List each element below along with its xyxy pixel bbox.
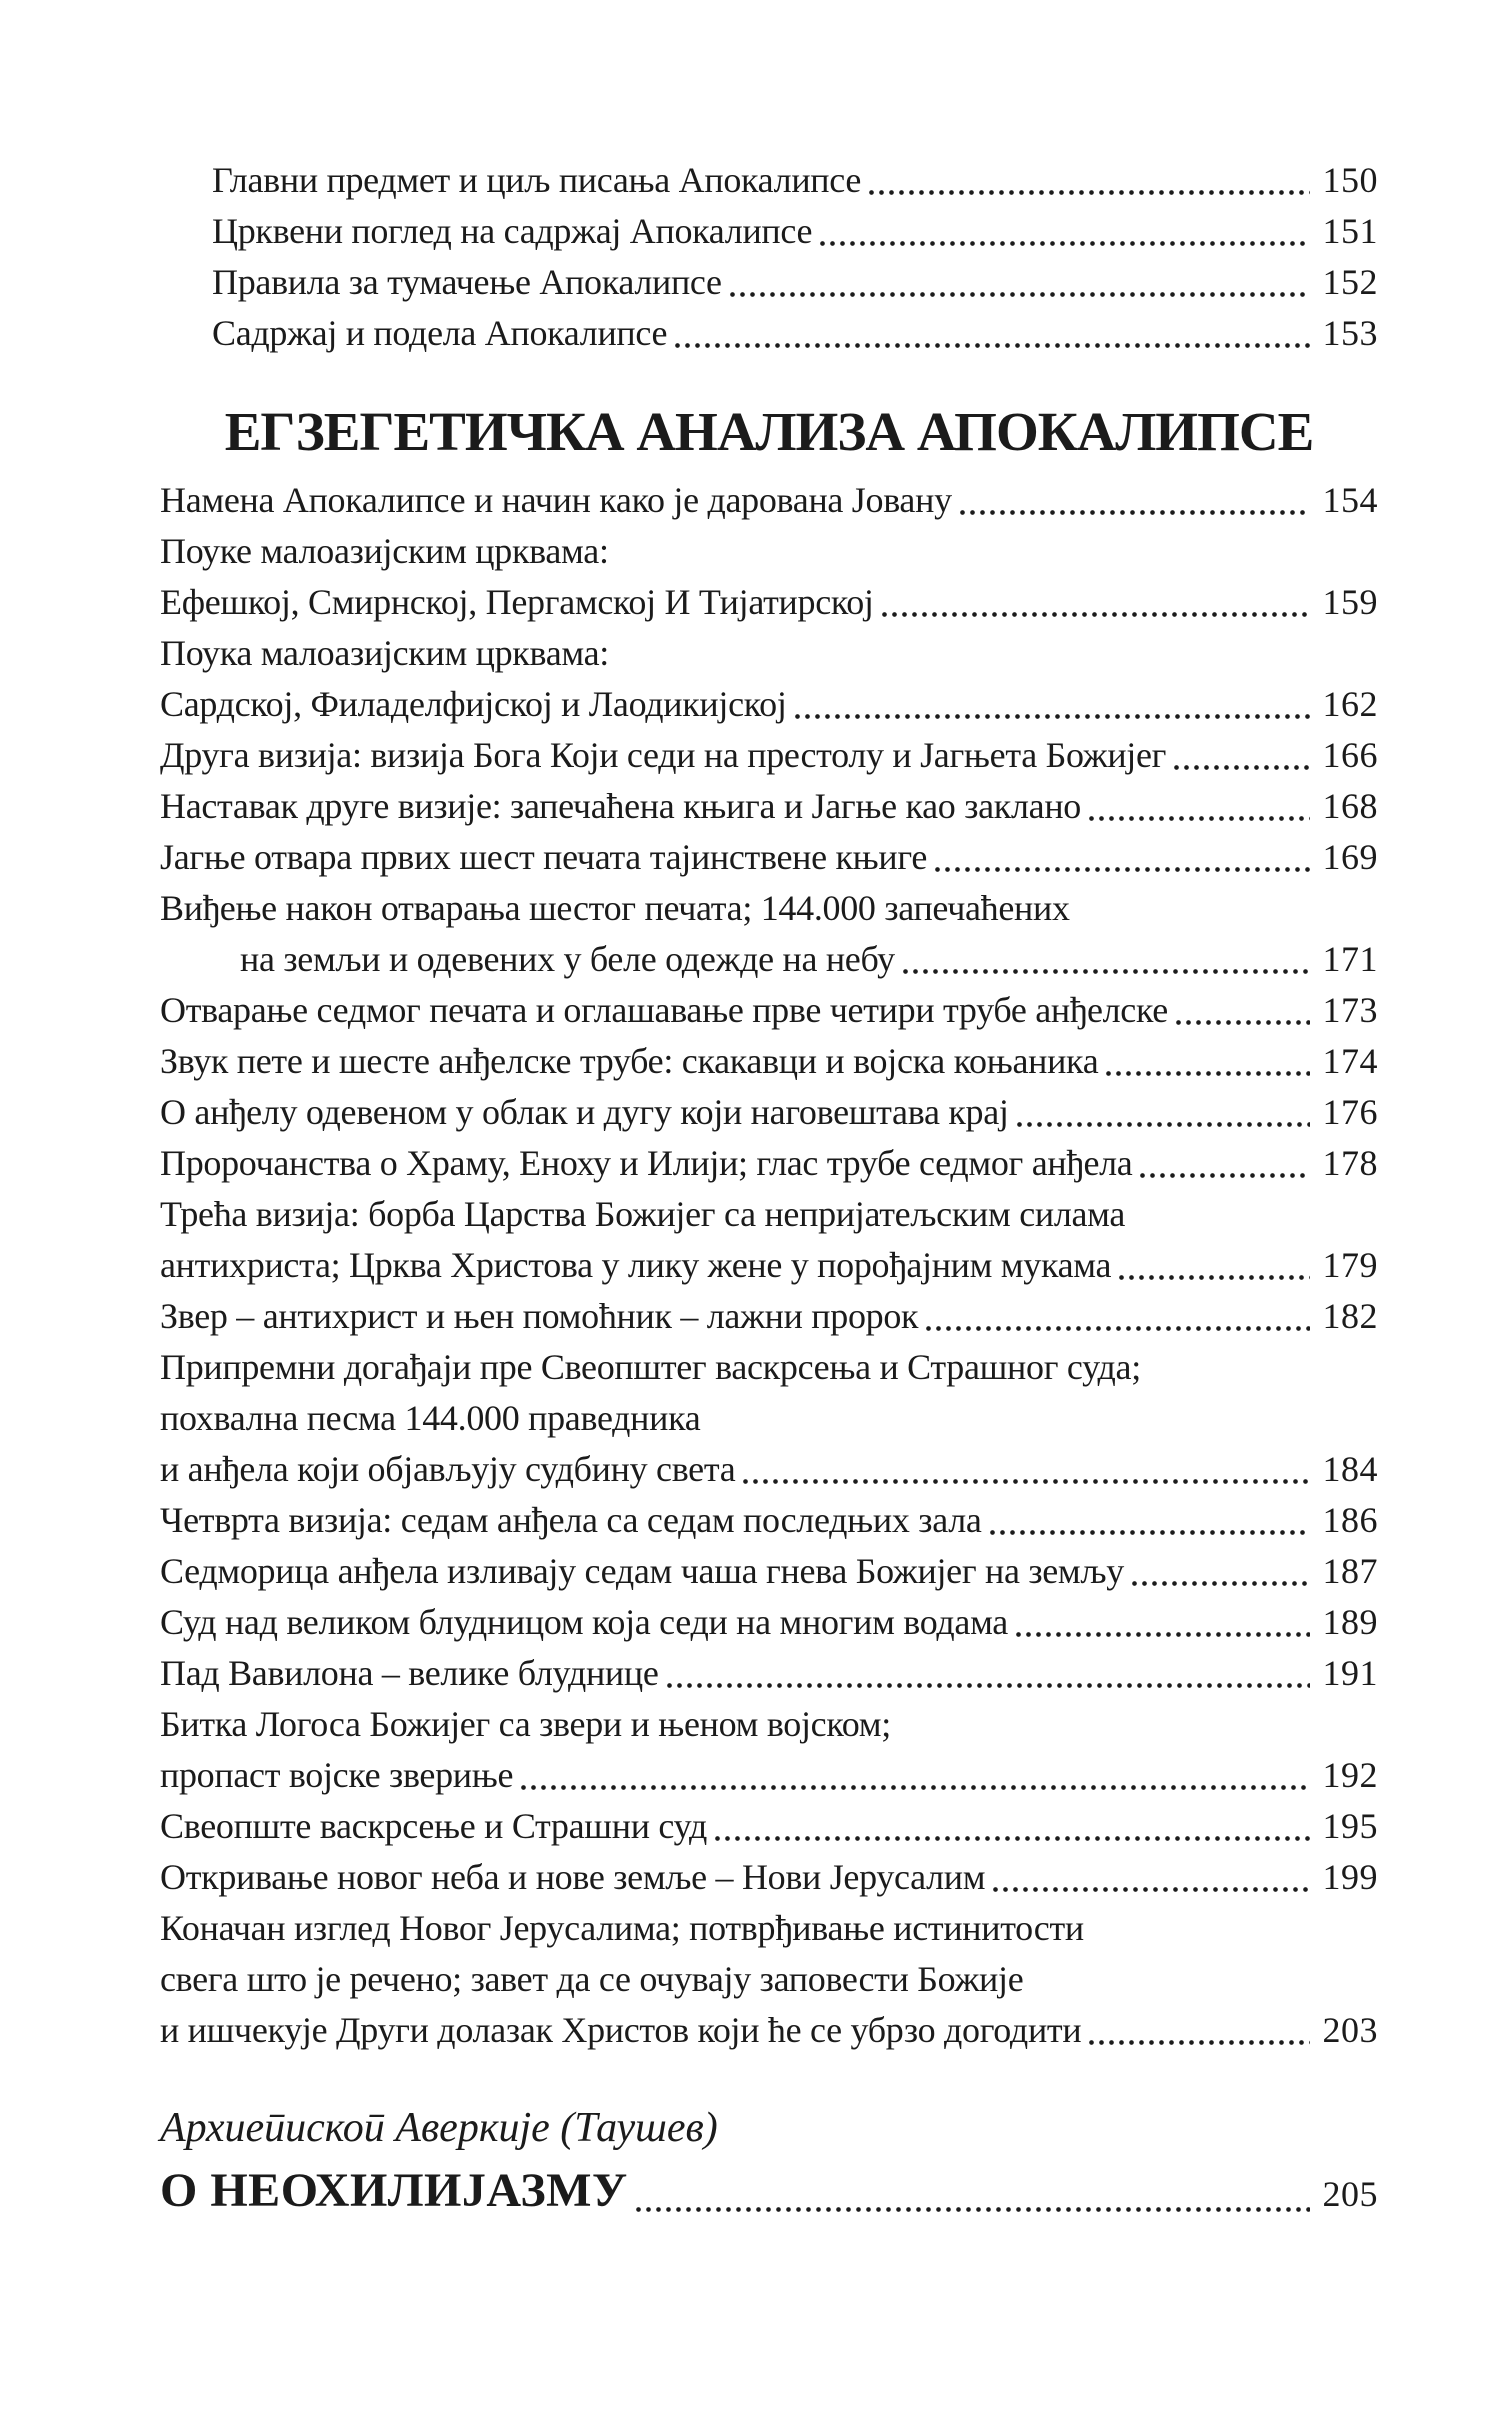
dot-leader — [1089, 816, 1310, 821]
toc-entry-page: 184 — [1322, 1449, 1378, 1489]
toc-entry — [160, 985, 1378, 1036]
toc-entry-page: 176 — [1322, 1092, 1378, 1132]
toc-page — [160, 155, 1378, 2225]
toc-entry — [160, 2160, 1378, 2225]
toc-entry — [212, 308, 1378, 359]
toc-entry-title: Ефешкој, Смирнској, Пергамској И Тијатирској — [160, 582, 874, 622]
toc-entry-title: Коначан изглед Новог Јерусалима; потврђивање истинитости — [160, 1908, 1084, 1948]
toc-entry-page: 152 — [1322, 262, 1378, 302]
toc-entry-page: 150 — [1322, 160, 1378, 200]
toc-entry — [160, 1699, 1378, 1750]
toc-entry — [160, 577, 1378, 628]
toc-entry-title: пропаст војске звериње — [160, 1755, 514, 1795]
dot-leader — [993, 1887, 1310, 1892]
toc-entry — [160, 1393, 1378, 1444]
toc-entry-title: Намена Апокалипсе и начин како је дарована Јовану — [160, 480, 952, 520]
toc-entry — [160, 679, 1378, 730]
dot-leader — [1132, 1581, 1310, 1586]
toc-entry — [160, 1138, 1378, 1189]
dot-leader — [990, 1530, 1310, 1535]
toc-entry — [160, 1189, 1378, 1240]
author-line: Архиепископ Аверкије (Таушев) — [160, 2105, 718, 2151]
toc-entry — [160, 1240, 1378, 1291]
toc-entry-title: Суд над великом блудницом која седи на многим водама — [160, 1602, 1008, 1642]
toc-entry-page: 173 — [1322, 990, 1378, 1030]
dot-leader — [715, 1836, 1310, 1841]
toc-entry — [160, 1801, 1378, 1852]
toc-entry-title: Отварање седмог печата и оглашавање прве четири трубе анђелске — [160, 990, 1168, 1030]
dot-leader — [1016, 1632, 1310, 1637]
dot-leader — [795, 714, 1310, 719]
toc-entry-title: О анђелу одевеном у облак и дугу који наговештава крај — [160, 1092, 1009, 1132]
dot-leader — [743, 1479, 1310, 1484]
dot-leader — [667, 1683, 1310, 1688]
dot-leader — [1017, 1122, 1310, 1127]
toc-entry — [160, 1342, 1378, 1393]
toc-entry-page: 195 — [1322, 1806, 1378, 1846]
toc-entry — [160, 1546, 1378, 1597]
dot-leader — [1140, 1173, 1310, 1178]
toc-entry — [160, 2005, 1378, 2056]
dot-leader — [820, 241, 1310, 246]
toc-entry-title: Пророчанства о Храму, Еноху и Илији; глас трубе седмог анђела — [160, 1143, 1133, 1183]
toc-entry — [160, 1444, 1378, 1495]
toc-entry — [160, 526, 1378, 577]
dot-leader — [730, 292, 1310, 297]
toc-entry-page: 189 — [1322, 1602, 1378, 1642]
toc-entry-page: 159 — [1322, 582, 1378, 622]
toc-entry-page: 168 — [1322, 786, 1378, 826]
toc-entry-title: Сардској, Филаделфијској и Лаодикијској — [160, 684, 787, 724]
toc-entry — [160, 1597, 1378, 1648]
toc-entry — [160, 1495, 1378, 1546]
dot-leader — [960, 510, 1310, 515]
toc-entry-title: Виђење након отварања шестог печата; 144.000 запечаћених — [160, 888, 1070, 928]
toc-entry-title: Црквени поглед на садржај Апокалипсе — [212, 211, 813, 251]
toc-entry-title: Поука малоазијским црквама: — [160, 633, 610, 673]
toc-entry — [240, 934, 1378, 985]
dot-leader — [926, 1326, 1310, 1331]
toc-entry-title: Звер – антихрист и њен помоћник – лажни пророк — [160, 1296, 919, 1336]
toc-entry-title: Друга визија: визија Бога Који седи на престолу и Јагњета Божијег — [160, 735, 1167, 775]
toc-entry — [160, 1903, 1378, 1954]
toc-entry-page: 205 — [1322, 2174, 1378, 2214]
dot-leader — [1176, 1020, 1310, 1025]
toc-entry-page: 174 — [1322, 1041, 1378, 1081]
toc-entry-title: Правила за тумачење Апокалипсе — [212, 262, 722, 302]
toc-entry-page: 178 — [1322, 1143, 1378, 1183]
toc-entry-page: 171 — [1322, 939, 1378, 979]
toc-entry — [160, 1750, 1378, 1801]
toc-entry-title: Звук пете и шесте анђелске трубе: скакавци и војска коњаника — [160, 1041, 1099, 1081]
toc-entry-title: на земљи и одевених у беле одежде на небу — [240, 939, 895, 979]
toc-entry — [160, 1291, 1378, 1342]
toc-entry-title: Свеопште васкрсење и Страшни суд — [160, 1806, 708, 1846]
toc-entry-title: Трећа визија: борба Царства Божијег са непријатељским силама — [160, 1194, 1126, 1234]
toc-entry-title: Садржај и подела Апокалипсе — [212, 313, 668, 353]
toc-entry-title: Пад Вавилона – велике блуднице — [160, 1653, 659, 1693]
toc-entry-title: свега што је речено; завет да се очувају заповести Божије — [160, 1959, 1024, 1999]
dot-leader — [636, 2207, 1310, 2212]
dot-leader — [1106, 1071, 1310, 1076]
toc-entry-title: Седморица анђела изливају седам чаша гнева Божијег на земљу — [160, 1551, 1124, 1591]
toc-entry — [160, 628, 1378, 679]
toc-entry — [160, 1852, 1378, 1903]
toc-entry — [160, 1087, 1378, 1138]
dot-leader — [521, 1785, 1310, 1790]
section-heading: ЕГЗЕГЕТИЧКА АНАЛИЗА АПОКАЛИПСЕ — [224, 401, 1314, 462]
toc-entry — [160, 832, 1378, 883]
toc-entry-title: и ишчекује Други долазак Христов који ће се убрзо догодити — [160, 2010, 1082, 2050]
dot-leader — [903, 969, 1310, 974]
toc-entry-page: 199 — [1322, 1857, 1378, 1897]
toc-entry-title: антихриста; Црква Христова у лику жене у порођајним мукама — [160, 1245, 1112, 1285]
toc-entry — [160, 475, 1378, 526]
toc-entry-title: Поуке малоазијским црквама: — [160, 531, 609, 571]
toc-entry-title: Четврта визија: седам анђела са седам последњих зала — [160, 1500, 982, 1540]
dot-leader — [1089, 2040, 1310, 2045]
toc-entry-page: 162 — [1322, 684, 1378, 724]
toc-entry-title: Откривање новог неба и нове земље – Нови Јерусалим — [160, 1857, 986, 1897]
toc-entry-page: 166 — [1322, 735, 1378, 775]
toc-entry-page: 192 — [1322, 1755, 1378, 1795]
toc-entry-page: 153 — [1322, 313, 1378, 353]
toc-entry-title: Наставак друге визије: запечаћена књига и Јагње као заклано — [160, 786, 1082, 826]
toc-entry-page: 179 — [1322, 1245, 1378, 1285]
dot-leader — [1174, 765, 1310, 770]
toc-main-block — [160, 475, 1378, 2056]
toc-entry-title: О НЕОХИЛИЈАЗМУ — [160, 2164, 628, 2217]
toc-entry — [160, 1036, 1378, 1087]
toc-entry-page: 191 — [1322, 1653, 1378, 1693]
toc-entry-page: 203 — [1322, 2010, 1378, 2050]
toc-entry-page: 169 — [1322, 837, 1378, 877]
toc-entry-title: Припремни догађаји пре Свеопштег васкрсења и Страшног суда; — [160, 1347, 1141, 1387]
toc-entry — [160, 730, 1378, 781]
dot-leader — [935, 867, 1310, 872]
toc-entry-title: Јагње отвара првих шест печата тајинствене књиге — [160, 837, 928, 877]
toc-entry — [160, 883, 1378, 934]
toc-entry — [160, 1648, 1378, 1699]
toc-entry-page: 182 — [1322, 1296, 1378, 1336]
toc-entry — [160, 781, 1378, 832]
toc-entry-title: Битка Логоса Божијег са звери и њеном војском; — [160, 1704, 891, 1744]
toc-entry-page: 187 — [1322, 1551, 1378, 1591]
toc-entry-title: и анђела који објављују судбину света — [160, 1449, 736, 1489]
toc-entry-title: похвална песма 144.000 праведника — [160, 1398, 701, 1438]
dot-leader — [882, 612, 1310, 617]
dot-leader — [675, 343, 1310, 348]
dot-leader — [1119, 1275, 1310, 1280]
toc-entry-title: Главни предмет и циљ писања Апокалипсе — [212, 160, 862, 200]
toc-entry — [160, 1954, 1378, 2005]
dot-leader — [869, 190, 1310, 195]
toc-entry-page: 151 — [1322, 211, 1378, 251]
toc-entry — [212, 155, 1378, 206]
toc-top-block — [160, 155, 1378, 359]
toc-entry — [212, 206, 1378, 257]
toc-entry-page: 154 — [1322, 480, 1378, 520]
toc-entry-page: 186 — [1322, 1500, 1378, 1540]
toc-entry — [212, 257, 1378, 308]
